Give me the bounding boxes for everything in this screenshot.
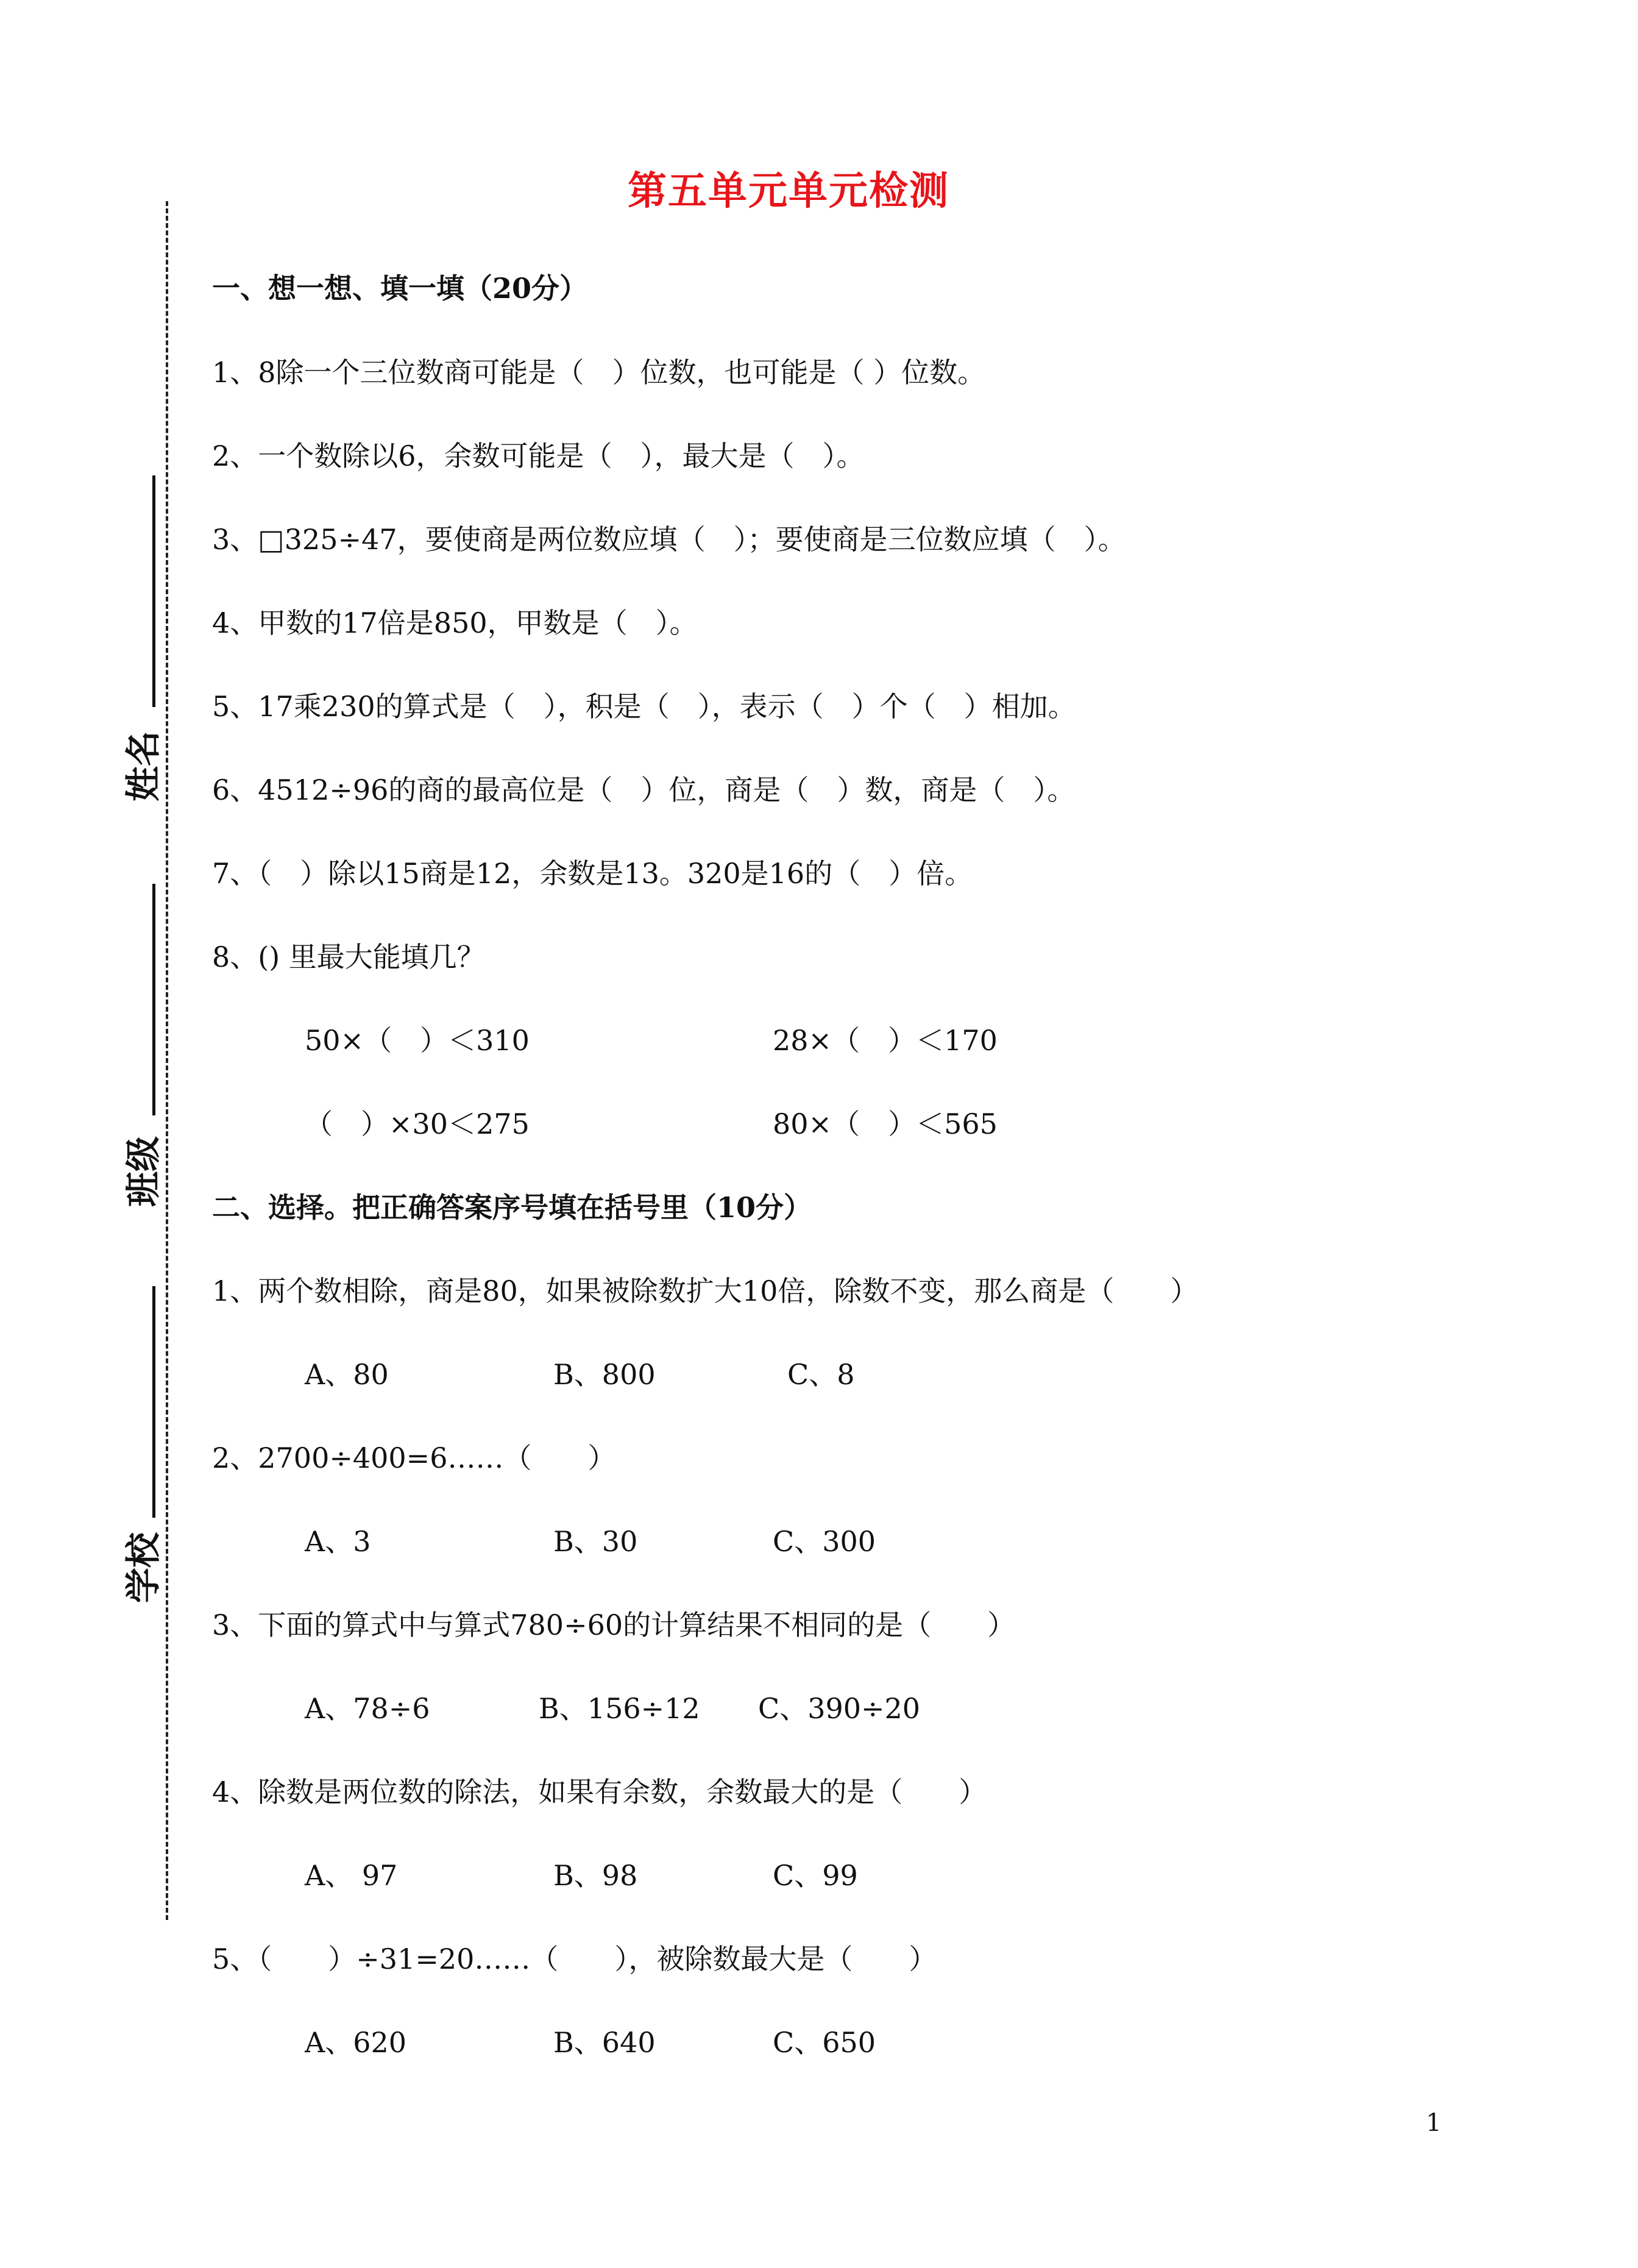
section1-item-1: 1、8除一个三位数商可能是（ ）位数，也可能是（ ）位数。 xyxy=(212,356,986,389)
q2-option-c: C、300 xyxy=(773,1525,876,1558)
q2-option-a: A、3 xyxy=(305,1525,371,1558)
q4-option-a: A、 97 xyxy=(305,1859,398,1892)
q8-expression-3: （ ）×30＜275 xyxy=(305,1107,530,1140)
q5-option-a: A、620 xyxy=(305,2026,407,2059)
section1-heading: 一、想一想、填一填（20分） xyxy=(212,272,588,305)
class-write-line xyxy=(152,884,155,1115)
section2-question-1: 1、两个数相除，商是80，如果被除数扩大10倍，除数不变，那么商是（ ） xyxy=(212,1274,1199,1307)
section2-question-4: 4、除数是两位数的除法，如果有余数，余数最大的是（ ） xyxy=(212,1776,987,1808)
q8-expression-1: 50×（ ）＜310 xyxy=(305,1024,530,1057)
q4-option-c: C、99 xyxy=(773,1859,858,1892)
q1-option-b: B、800 xyxy=(553,1358,656,1391)
q1-option-a: A、80 xyxy=(305,1358,389,1391)
q3-option-a: A、78÷6 xyxy=(305,1692,430,1725)
q2-option-b: B、30 xyxy=(553,1525,638,1558)
q3-option-c: C、390÷20 xyxy=(758,1692,921,1725)
class-label: 班级 xyxy=(122,1136,164,1207)
q5-option-c: C、650 xyxy=(773,2026,876,2059)
binding-dashed-line xyxy=(166,201,168,1920)
name-label: 姓名 xyxy=(122,731,164,802)
section1-item-8: 8、() 里最大能填几？ xyxy=(212,940,485,973)
page-number: 1 xyxy=(1426,2109,1442,2137)
section1-item-3: 3、□325÷47，要使商是两位数应填（ ）；要使商是三位数应填（ ）。 xyxy=(212,523,1126,556)
q1-option-c: C、8 xyxy=(787,1358,855,1391)
page-title: 第五单元单元检测 xyxy=(628,168,949,214)
q8-expression-4: 80×（ ）＜565 xyxy=(773,1107,998,1140)
section2-heading: 二、选择。把正确答案序号填在括号里（10分） xyxy=(212,1191,812,1224)
q5-option-b: B、640 xyxy=(553,2026,656,2059)
section1-item-4: 4、甲数的17倍是850，甲数是（ ）。 xyxy=(212,606,698,639)
section1-item-6: 6、4512÷96的商的最高位是（ ）位，商是（ ）数，商是（ ）。 xyxy=(212,773,1076,806)
q8-expression-2: 28×（ ）＜170 xyxy=(773,1024,998,1057)
section1-item-5: 5、17乘230的算式是（ ），积是（ ），表示（ ）个（ ）相加。 xyxy=(212,690,1076,723)
section2-question-2: 2、2700÷400=6……（ ） xyxy=(212,1441,616,1474)
section1-item-7: 7、（ ）除以15商是12，余数是13。320是16的（ ）倍。 xyxy=(212,857,973,890)
q4-option-b: B、98 xyxy=(553,1859,638,1892)
school-label: 学校 xyxy=(122,1532,164,1604)
section1-item-2: 2、一个数除以6，余数可能是（ ），最大是（ ）。 xyxy=(212,439,865,472)
school-write-line xyxy=(152,1286,155,1518)
section2-question-3: 3、下面的算式中与算式780÷60的计算结果不相同的是（ ） xyxy=(212,1609,1016,1641)
section2-question-5: 5、（ ）÷31=20……（ ），被除数最大是（ ） xyxy=(212,1943,937,1975)
name-write-line xyxy=(152,475,155,707)
q3-option-b: B、156÷12 xyxy=(539,1692,700,1725)
